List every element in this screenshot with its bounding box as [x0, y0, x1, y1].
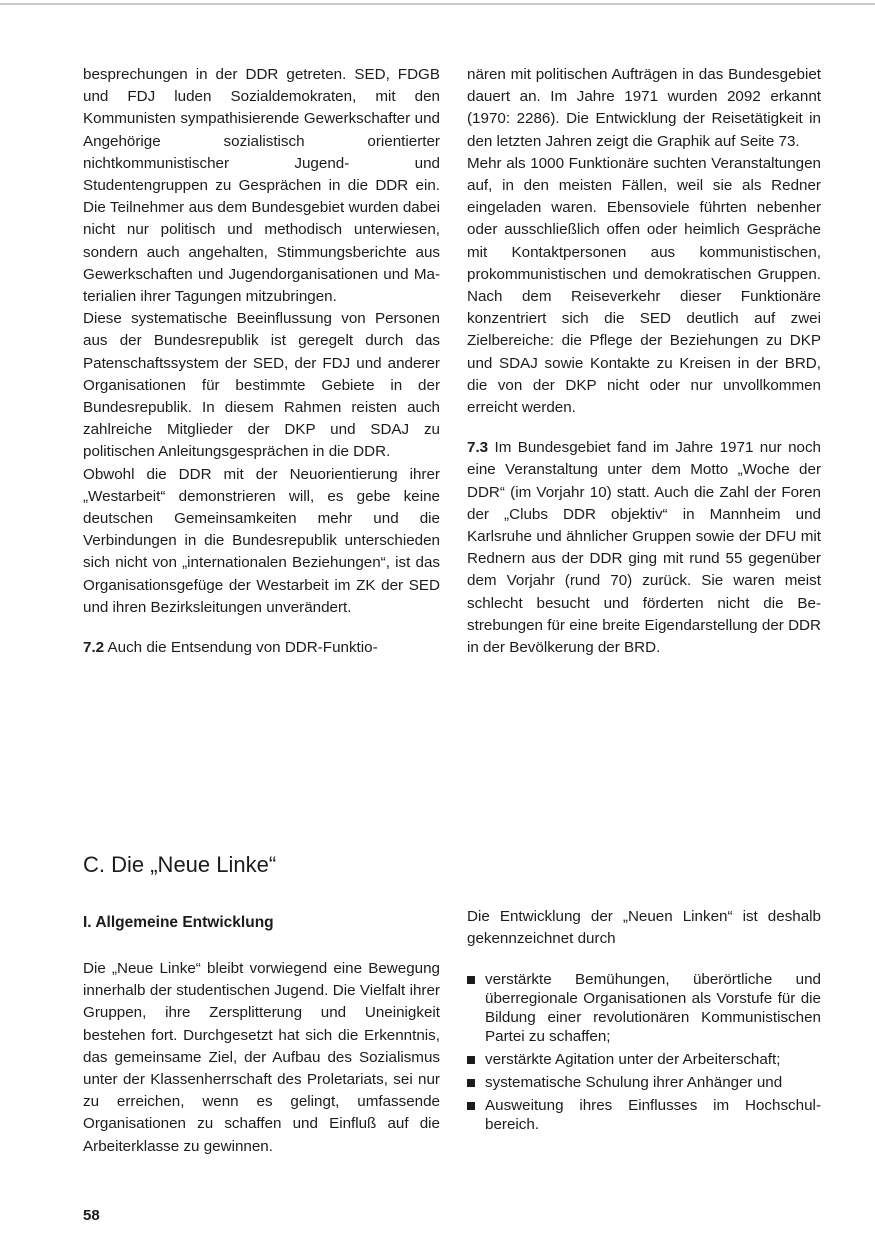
paragraph: Die Entwicklung der „Neuen Linken“ ist deshalb gekennzeichnet durch	[467, 908, 821, 948]
subsection-heading: I. Allgemeine Entwicklung	[83, 914, 274, 931]
bullet-list	[467, 970, 821, 1134]
column-left-top	[83, 64, 440, 659]
column-left-bottom	[83, 958, 440, 1158]
paragraph-text: Auch die Entsendung von DDR-Funktio-	[104, 639, 378, 657]
list-item: verstärkte Bemühungen, überörtliche und überregionale Organisationen als Vorstufe für die Bildung einer revolutionären Kommunistischen Partei zu schaffen;	[467, 970, 821, 1046]
section-number: 7.2	[83, 639, 105, 657]
paragraph: Obwohl die DDR mit der Neuorientierung ihrer „Westarbeit“ demonstrieren will, es gebe keine deutschen Gemeinsamkeiten mehr und die Verbindungen in die Bundesrepublik unterschieden sich nicht von „internationalen Beziehungen“, ist das Organisationsgefüge der Westarbeit im ZK der SED und ihren Bezirksleitungen unverändert.	[83, 465, 440, 616]
paragraph: Mehr als 1000 Funktionäre suchten Veranstaltungen auf, in den meisten Fällen, weil sie als Redner eingeladen waren. Ebensoviele führten nebenher oder ausschließlich offen oder heimlich Gespräche mit Kontaktpersonen aus kommunistischen, prokommunistischen und demokratischen Gruppen. Nach dem Reiseverkehr dieser Funktionäre konzentriert sich die SED deutlich auf zwei Zielbereiche: die Pflege der Beziehungen zu DKP und SDAJ sowie Kontakte zu Kreisen in der BRD, die von der DKP nicht oder nur unvollkommen erreicht werden.	[467, 154, 821, 417]
column-right-top	[467, 64, 821, 659]
list-item: verstärkte Agitation unter der Arbeiterschaft;	[467, 1050, 821, 1069]
paragraph-text: Im Bundesgebiet fand im Jahre 1971 nur noch eine Veranstaltung unter dem Motto „Woche der DDR“ (im Vorjahr 10) statt. Auch die Zahl der Foren der „Clubs DDR objektiv“ in Mannheim und Karlsruhe und ähnlicher Gruppen sowie der DFU mit Rednern aus der DDR ging mit rund 55 gegenüber dem Vorjahr (rund 70) zurück. Sie waren meist schlecht besucht und förderten nicht die Bestrebungen für eine breite Eigendarstellung der DDR in der Bevölkerung der BRD.	[467, 439, 821, 657]
list-item: systematische Schulung ihrer Anhänger und	[467, 1073, 821, 1092]
paragraph: besprechungen in der DDR getreten. SED, FDGB und FDJ luden Sozialdemokraten, mit den Kommunisten sympathisierende Gewerkschafter und Angehörige sozialistisch orientierter nichtkommunistischer Jugend- und Studentengruppen zu Gesprächen in die DDR ein. Die Teilnehmer aus dem Bundesgebiet wurden dabei nicht nur politisch und methodisch unterwiesen, sondern auch angehalten, Stimmungsberichte aus Gewerkschaften und Jugendorganisationen und Materialien ihrer Tagungen mitzubringen.	[83, 66, 440, 306]
paragraph-7-2	[83, 637, 440, 659]
page-number: 58	[83, 1207, 100, 1224]
paragraph-7-3	[467, 437, 821, 659]
paragraph: Die „Neue Linke“ bleibt vorwiegend eine Bewegung innerhalb der studentischen Jugend. Die Vielfalt ihrer Gruppen, ihre Zersplitterung und Uneinigkeit bestehen fort. Durchgesetzt hat sich die Erkenntnis, das gemeinsame Ziel, der Aufbau des Sozialismus unter der Klassenherrschaft des Proletariats, sei nur zu erreichen, wenn es gelingt, umfassende Organisationen zu schaffen und Einfluß auf die Arbeiterklasse zu gewinnen.	[83, 960, 440, 1155]
column-right-bottom	[467, 906, 821, 1138]
paragraph: Diese systematische Beeinflussung von Personen aus der Bundesrepublik ist geregelt durch das Patenschaftssystem der SED, der FDJ und anderer Organisationen für bestimmte Gebiete in der Bundesrepublik. In diesem Rahmen reisten auch zahlreiche Mitglieder der DKP und SDAJ zu politischen Anleitungsgesprächen in die DDR.	[83, 310, 440, 461]
list-item: Ausweitung ihres Einflusses im Hochschulbereich.	[467, 1096, 821, 1134]
section-number: 7.3	[467, 439, 489, 457]
paragraph: nären mit politischen Aufträgen in das Bundesgebiet dauert an. Im Jahre 1971 wurden 2092 erkannt (1970: 2286). Die Entwicklung der Reisetätigkeit in den letzten Jahren zeigt die Graphik auf Seite 73.	[467, 66, 821, 150]
section-heading: C. Die „Neue Linke“	[83, 852, 277, 877]
top-rule	[0, 3, 875, 5]
